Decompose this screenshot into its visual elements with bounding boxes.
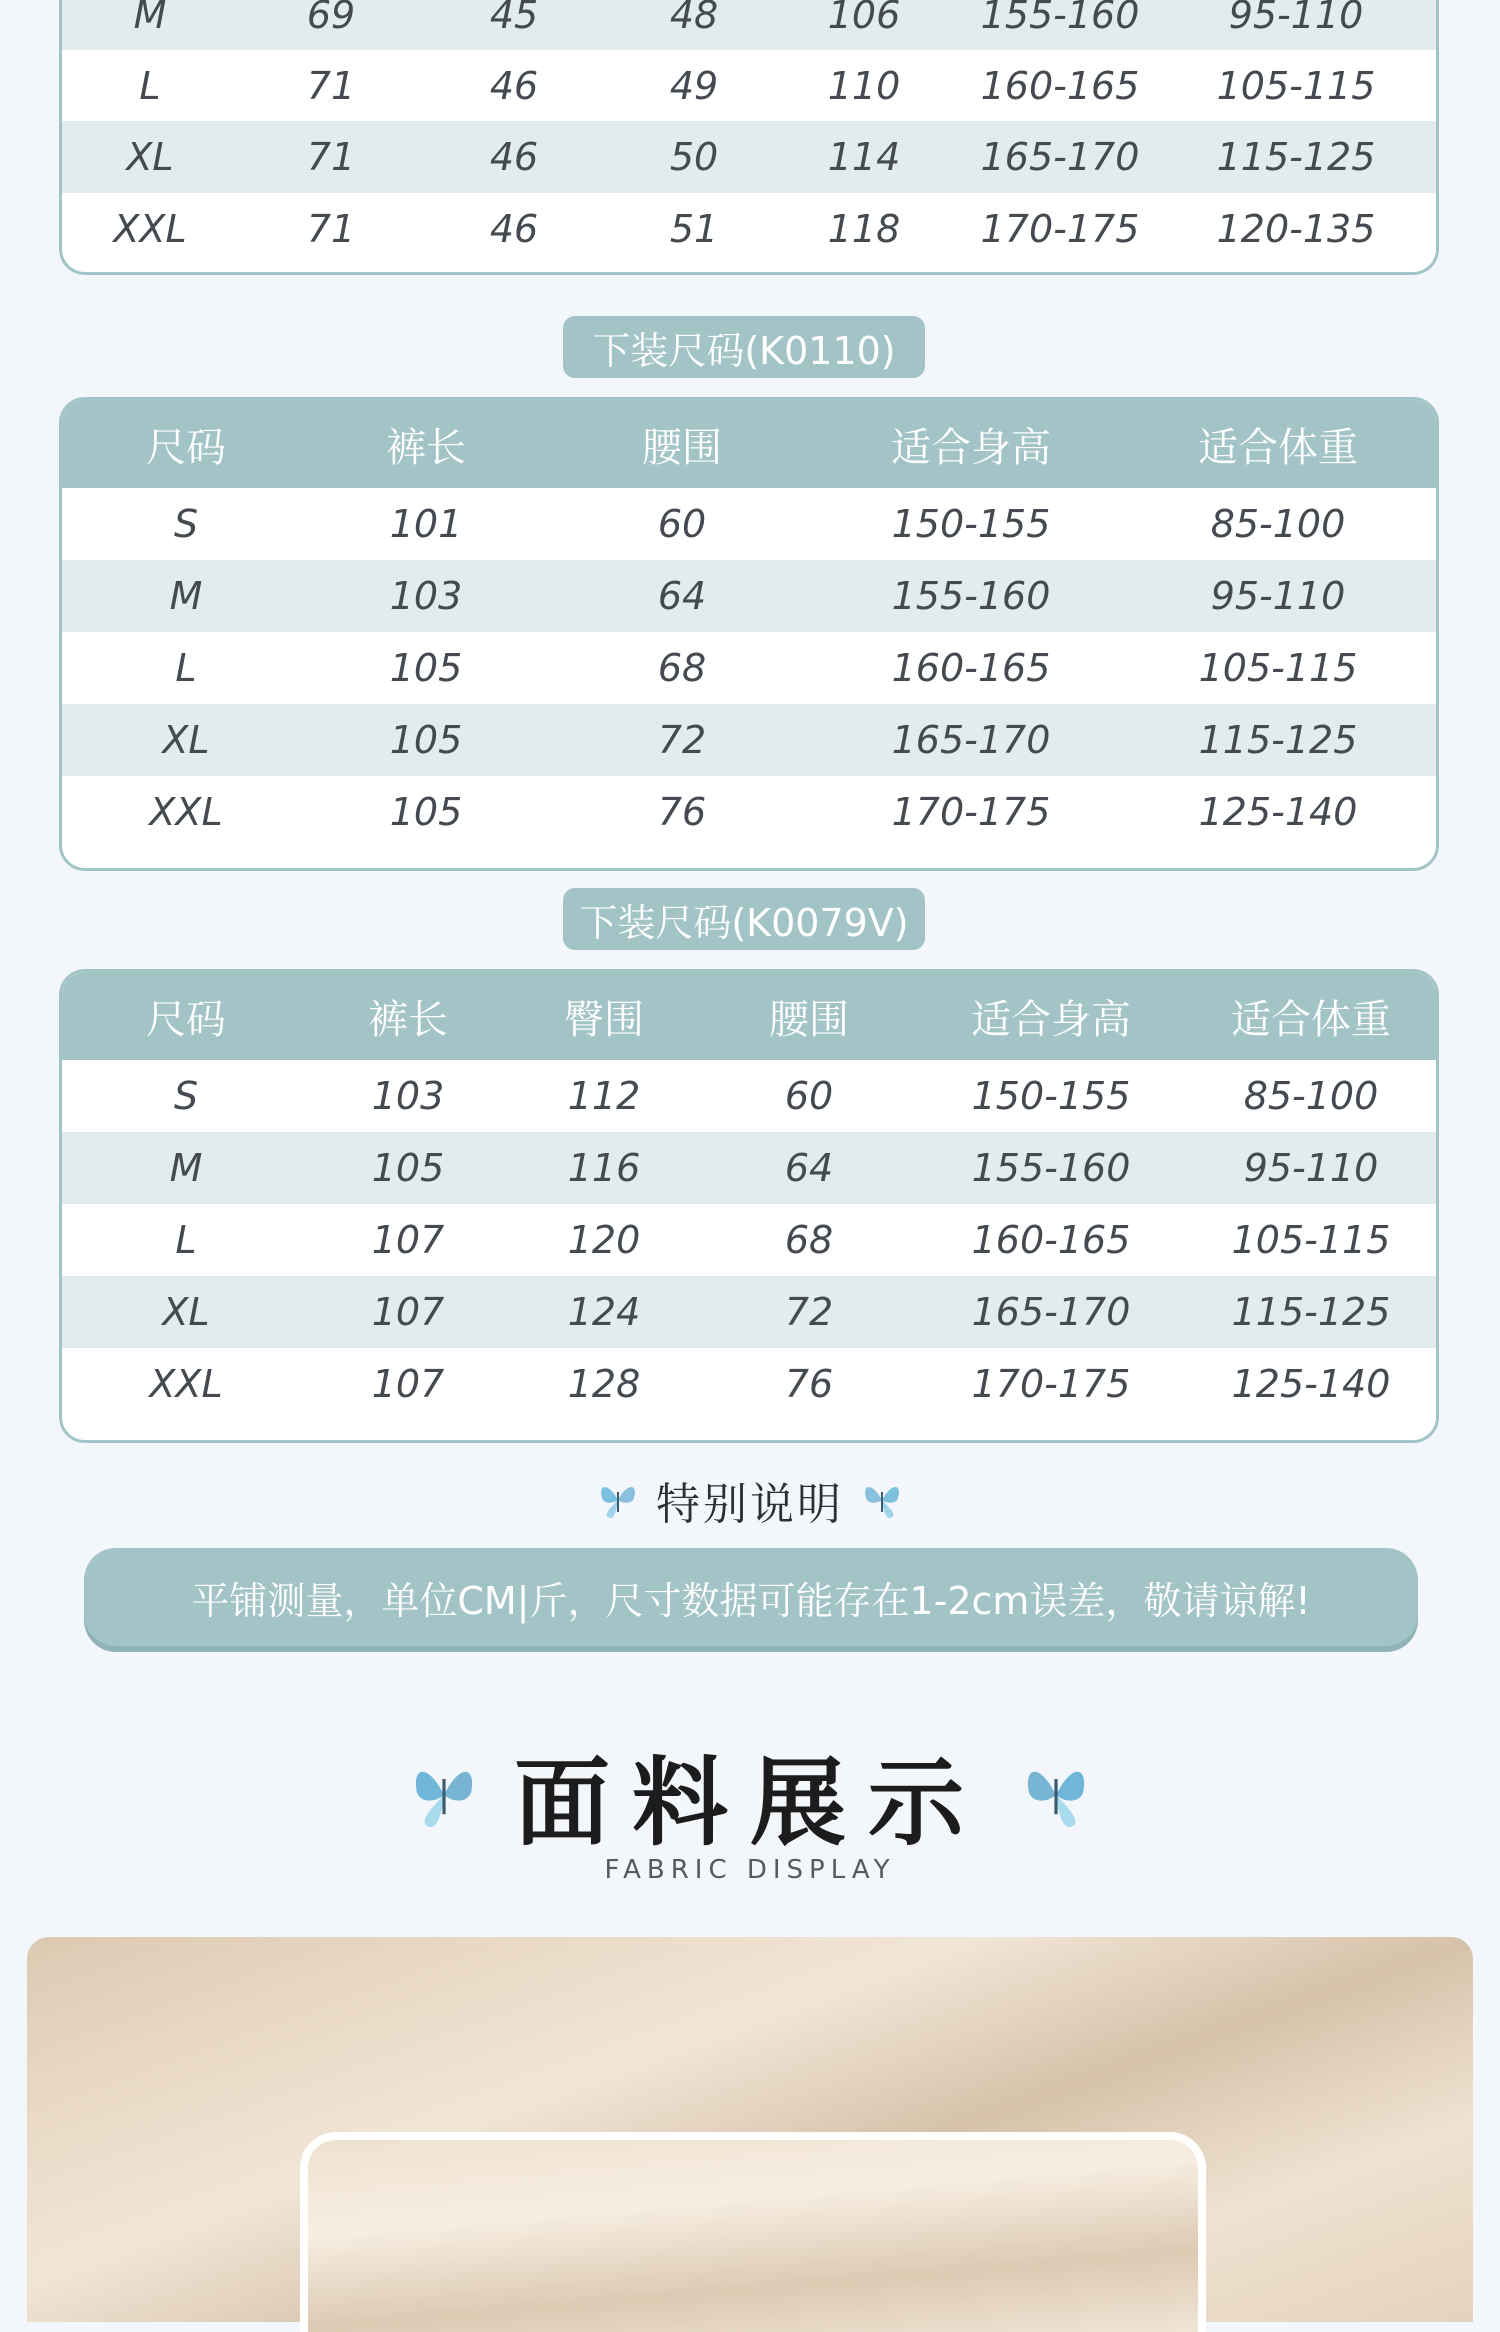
top-size-table (59, 0, 1439, 275)
table-cell: 125-140 (1231, 1362, 1391, 1406)
table-cell: 165-170 (891, 718, 1051, 762)
table-cell: 68 (657, 646, 707, 690)
table-cell: 51 (669, 207, 719, 251)
table-cell: 120-135 (1216, 207, 1376, 251)
k0110-size-table (59, 397, 1439, 871)
table-row (62, 632, 1436, 704)
fabric-subtitle: FABRIC DISPLAY (604, 1855, 896, 1885)
table-cell: L (139, 63, 161, 108)
table-cell: 76 (784, 1362, 834, 1406)
table-cell: 106 (827, 0, 901, 37)
table-row (62, 1348, 1436, 1420)
k0110-header-row (62, 400, 1436, 488)
table-row (62, 560, 1436, 632)
table-cell: 85-100 (1210, 502, 1346, 546)
table-row (62, 121, 1436, 193)
table-cell: 160-165 (891, 646, 1051, 690)
table-cell: 105 (389, 790, 463, 834)
table-cell: XXL (113, 207, 187, 251)
table-cell: 72 (784, 1290, 834, 1334)
column-header: 臀围 (564, 996, 644, 1043)
table-cell: S (173, 1074, 199, 1118)
column-header: 尺码 (146, 996, 226, 1043)
table-cell: 45 (489, 0, 539, 37)
table-cell: 155-160 (891, 574, 1051, 618)
table-cell: 107 (371, 1218, 445, 1262)
table-cell: 150-155 (891, 502, 1051, 546)
k0079v-size-table (59, 969, 1439, 1443)
table-cell: 114 (827, 135, 901, 179)
table-cell: 64 (784, 1146, 834, 1190)
column-header: 裤长 (386, 424, 466, 471)
table-cell: S (173, 502, 199, 546)
table-cell: L (175, 1218, 197, 1262)
table-cell: 170-175 (971, 1362, 1131, 1406)
table-cell: L (175, 646, 197, 690)
table-cell: M (169, 1146, 203, 1190)
table-cell: XL (162, 1290, 210, 1334)
table-cell: 115-125 (1231, 1290, 1391, 1334)
table-cell: 105-115 (1231, 1218, 1391, 1262)
table-cell: 115-125 (1198, 718, 1358, 762)
note-heading (0, 1465, 1500, 1535)
fabric-title: 面料展示 (514, 1745, 986, 1859)
table-cell: 72 (657, 718, 707, 762)
table-cell: 85-100 (1243, 1074, 1379, 1118)
table-cell: 107 (371, 1290, 445, 1334)
column-header: 适合身高 (971, 996, 1131, 1043)
table-cell: 71 (306, 63, 356, 108)
table-row (62, 0, 1436, 50)
table-cell: 48 (669, 0, 719, 37)
table-cell: XXL (149, 1362, 223, 1406)
table-cell: XXL (149, 790, 223, 834)
table-row (62, 1132, 1436, 1204)
fabric-section-heading (0, 1735, 1500, 1859)
table-cell: 125-140 (1198, 790, 1358, 834)
table-cell: 165-170 (980, 135, 1140, 179)
table-cell: 103 (389, 574, 463, 618)
butterfly-icon (1024, 1757, 1088, 1833)
table-cell: 110 (827, 63, 901, 108)
note-title-text: 特别说明 (656, 1479, 844, 1530)
table-cell: 105-115 (1198, 646, 1358, 690)
column-header: 尺码 (146, 424, 226, 471)
table-cell: 160-165 (971, 1218, 1131, 1262)
table-cell: 101 (389, 502, 463, 546)
table-cell: 105 (371, 1146, 445, 1190)
note-text: 平铺测量，单位CM|斤，尺寸数据可能存在1-2cm误差，敬请谅解! (191, 1578, 1311, 1623)
table-cell: 120 (567, 1218, 641, 1262)
table-cell: 95-110 (1243, 1146, 1379, 1190)
table-cell: 150-155 (971, 1074, 1131, 1118)
table-cell: 112 (567, 1074, 641, 1118)
table-cell: XL (162, 718, 210, 762)
table-cell: 155-160 (980, 0, 1140, 37)
table-row (62, 776, 1436, 848)
table-cell: 69 (306, 0, 356, 37)
table-cell: 71 (306, 135, 356, 179)
table-cell: 107 (371, 1362, 445, 1406)
table-row (62, 50, 1436, 121)
butterfly-icon (412, 1757, 476, 1833)
table-cell: 160-165 (980, 63, 1140, 108)
table-cell: 68 (784, 1218, 834, 1262)
table-cell: 116 (567, 1146, 641, 1190)
butterfly-icon (598, 1478, 638, 1522)
butterfly-icon (862, 1478, 902, 1522)
table-cell: 103 (371, 1074, 445, 1118)
table-cell: 105 (389, 718, 463, 762)
table-row (62, 1060, 1436, 1132)
table-cell: 64 (657, 574, 707, 618)
column-header: 适合体重 (1231, 996, 1391, 1043)
table-row (62, 193, 1436, 265)
table-cell: 95-110 (1228, 0, 1364, 37)
table-cell: 128 (567, 1362, 641, 1406)
table-cell: XL (126, 135, 174, 179)
table-cell: 155-160 (971, 1146, 1131, 1190)
k0079v-header-row (62, 972, 1436, 1060)
table-cell: 165-170 (971, 1290, 1131, 1334)
table-cell: M (169, 574, 203, 618)
table-cell: 76 (657, 790, 707, 834)
table-cell: 105 (389, 646, 463, 690)
table-row (62, 1204, 1436, 1276)
table-cell: 46 (489, 135, 539, 179)
table-cell: 46 (489, 207, 539, 251)
table-cell: 46 (489, 63, 539, 108)
table-cell: 105-115 (1216, 63, 1376, 108)
table-row (62, 488, 1436, 560)
table-cell: 124 (567, 1290, 641, 1334)
table-cell: M (133, 0, 167, 37)
column-header: 腰围 (769, 996, 849, 1043)
table-cell: 95-110 (1210, 574, 1346, 618)
table-cell: 170-175 (980, 207, 1140, 251)
k0110-title: 下装尺码(K0110) (563, 316, 925, 378)
table-cell: 49 (669, 63, 719, 108)
table-cell: 60 (657, 502, 707, 546)
table-cell: 50 (669, 135, 719, 179)
table-cell: 170-175 (891, 790, 1051, 834)
table-cell: 71 (306, 207, 356, 251)
note-text-bar (84, 1548, 1418, 1646)
table-row (62, 704, 1436, 776)
column-header: 适合体重 (1198, 424, 1358, 471)
table-row (62, 1276, 1436, 1348)
fabric-closeup-photo (300, 2132, 1206, 2332)
table-cell: 115-125 (1216, 135, 1376, 179)
k0079v-title: 下装尺码(K0079V) (563, 888, 925, 950)
column-header: 腰围 (642, 424, 722, 471)
column-header: 裤长 (368, 996, 448, 1043)
column-header: 适合身高 (891, 424, 1051, 471)
table-cell: 60 (784, 1074, 834, 1118)
table-cell: 118 (827, 207, 901, 251)
